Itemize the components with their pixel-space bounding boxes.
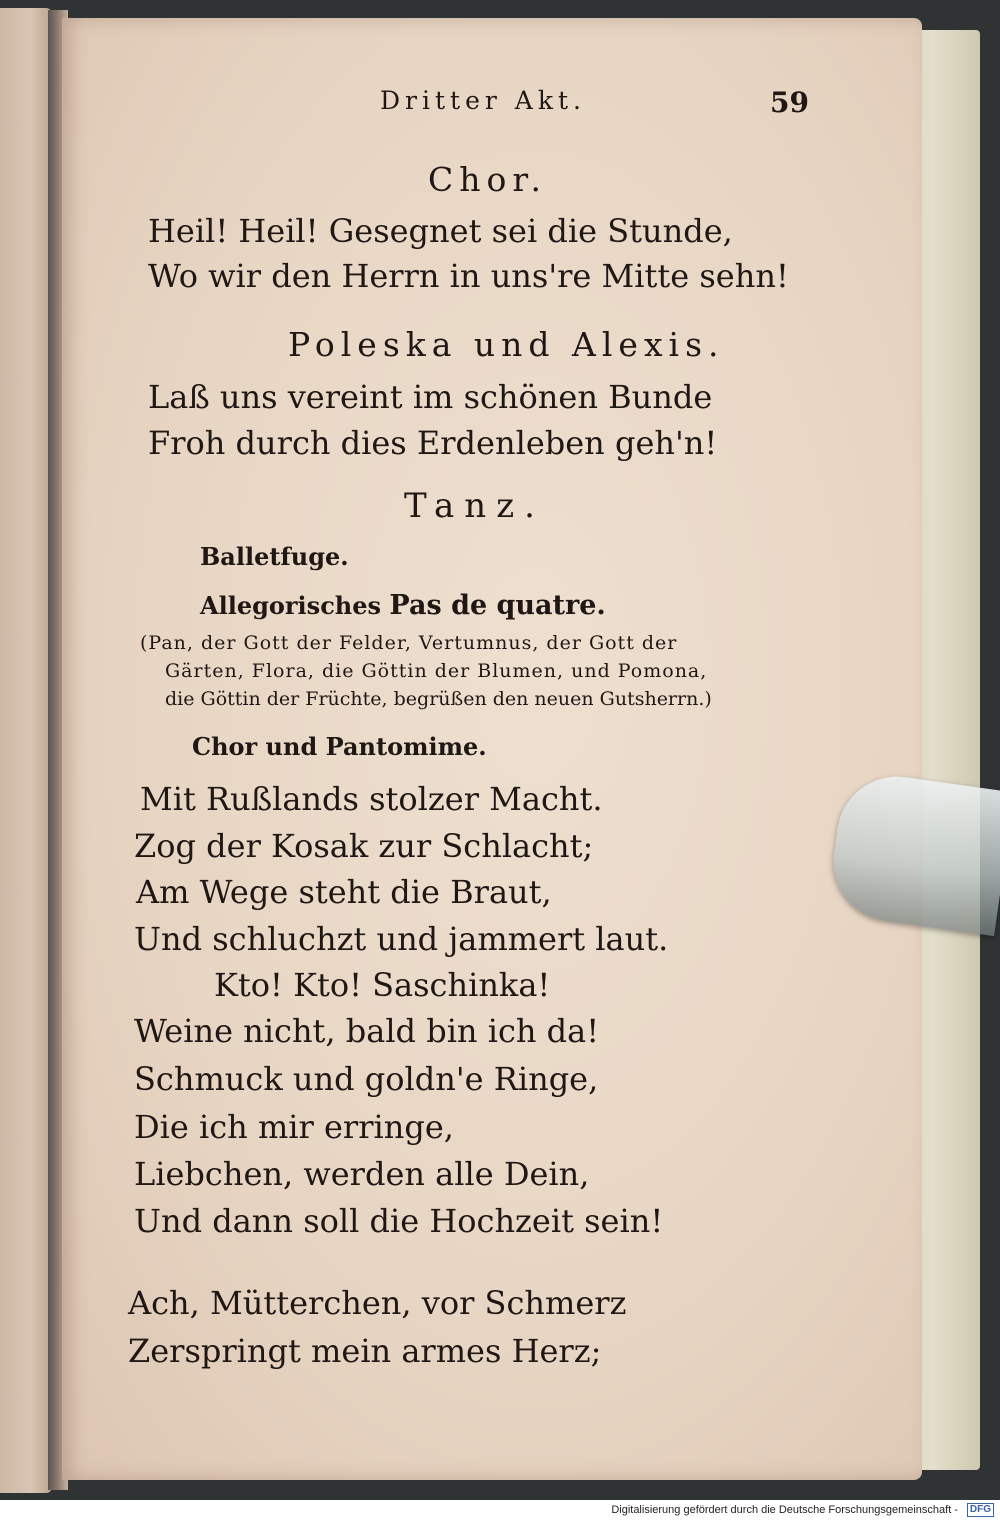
left-page-edge xyxy=(0,8,52,1493)
dfg-logo: DFG xyxy=(967,1503,994,1517)
pas-de-quatre-title: Pas de quatre. xyxy=(389,590,606,621)
poleska-line-1: Laß uns vereint im schönen Bunde xyxy=(148,378,713,416)
tanz-heading: Tanz. xyxy=(404,486,545,526)
chor-heading: Chor. xyxy=(428,160,548,199)
stage-direction-line-1: (Pan, der Gott der Felder, Vertumnus, der Gott der xyxy=(140,632,678,654)
song-line-8: Die ich mir erringe, xyxy=(134,1108,454,1146)
running-header: Dritter Akt. xyxy=(380,86,586,115)
footer-bar xyxy=(0,1500,1000,1520)
song-line-2: Zog der Kosak zur Schlacht; xyxy=(134,827,594,865)
chor-line-1: Heil! Heil! Gesegnet sei die Stunde, xyxy=(148,212,733,250)
song-line-9: Liebchen, werden alle Dein, xyxy=(134,1155,590,1193)
song-line-5: Kto! Kto! Saschinka! xyxy=(214,966,551,1004)
page-number: 59 xyxy=(770,86,809,119)
stage-direction-line-2: Gärten, Flora, die Göttin der Blumen, und Pomona, xyxy=(165,660,708,682)
song-line-12: Zerspringt mein armes Herz; xyxy=(128,1332,602,1370)
song-line-1: Mit Rußlands stolzer Macht. xyxy=(140,780,603,818)
song-line-11: Ach, Mütterchen, vor Schmerz xyxy=(128,1284,627,1322)
song-line-3: Am Wege steht die Braut, xyxy=(136,873,552,911)
song-line-10: Und dann soll die Hochzeit sein! xyxy=(134,1202,664,1240)
poleska-line-2: Froh durch dies Erdenleben geh'n! xyxy=(148,424,718,462)
stage-direction-line-3: die Göttin der Früchte, begrüßen den neuen Gutsherrn.) xyxy=(165,688,712,710)
balletfuge-label: Balletfuge. xyxy=(200,542,349,571)
song-line-4: Und schluchzt und jammert laut. xyxy=(134,920,669,958)
pas-de-quatre-label xyxy=(200,590,606,621)
chor-pantomime-label: Chor und Pantomime. xyxy=(192,732,487,761)
chor-line-2: Wo wir den Herrn in uns're Mitte sehn! xyxy=(148,257,789,295)
song-line-6: Weine nicht, bald bin ich da! xyxy=(134,1012,600,1050)
song-line-7: Schmuck und goldn'e Ringe, xyxy=(134,1060,599,1098)
poleska-heading: Poleska und Alexis. xyxy=(288,325,725,364)
footer-credit: Digitalisierung gefördert durch die Deutsche Forschungsgemeinschaft - xyxy=(611,1504,958,1516)
pas-de-quatre-prefix: Allegorisches xyxy=(200,591,382,620)
